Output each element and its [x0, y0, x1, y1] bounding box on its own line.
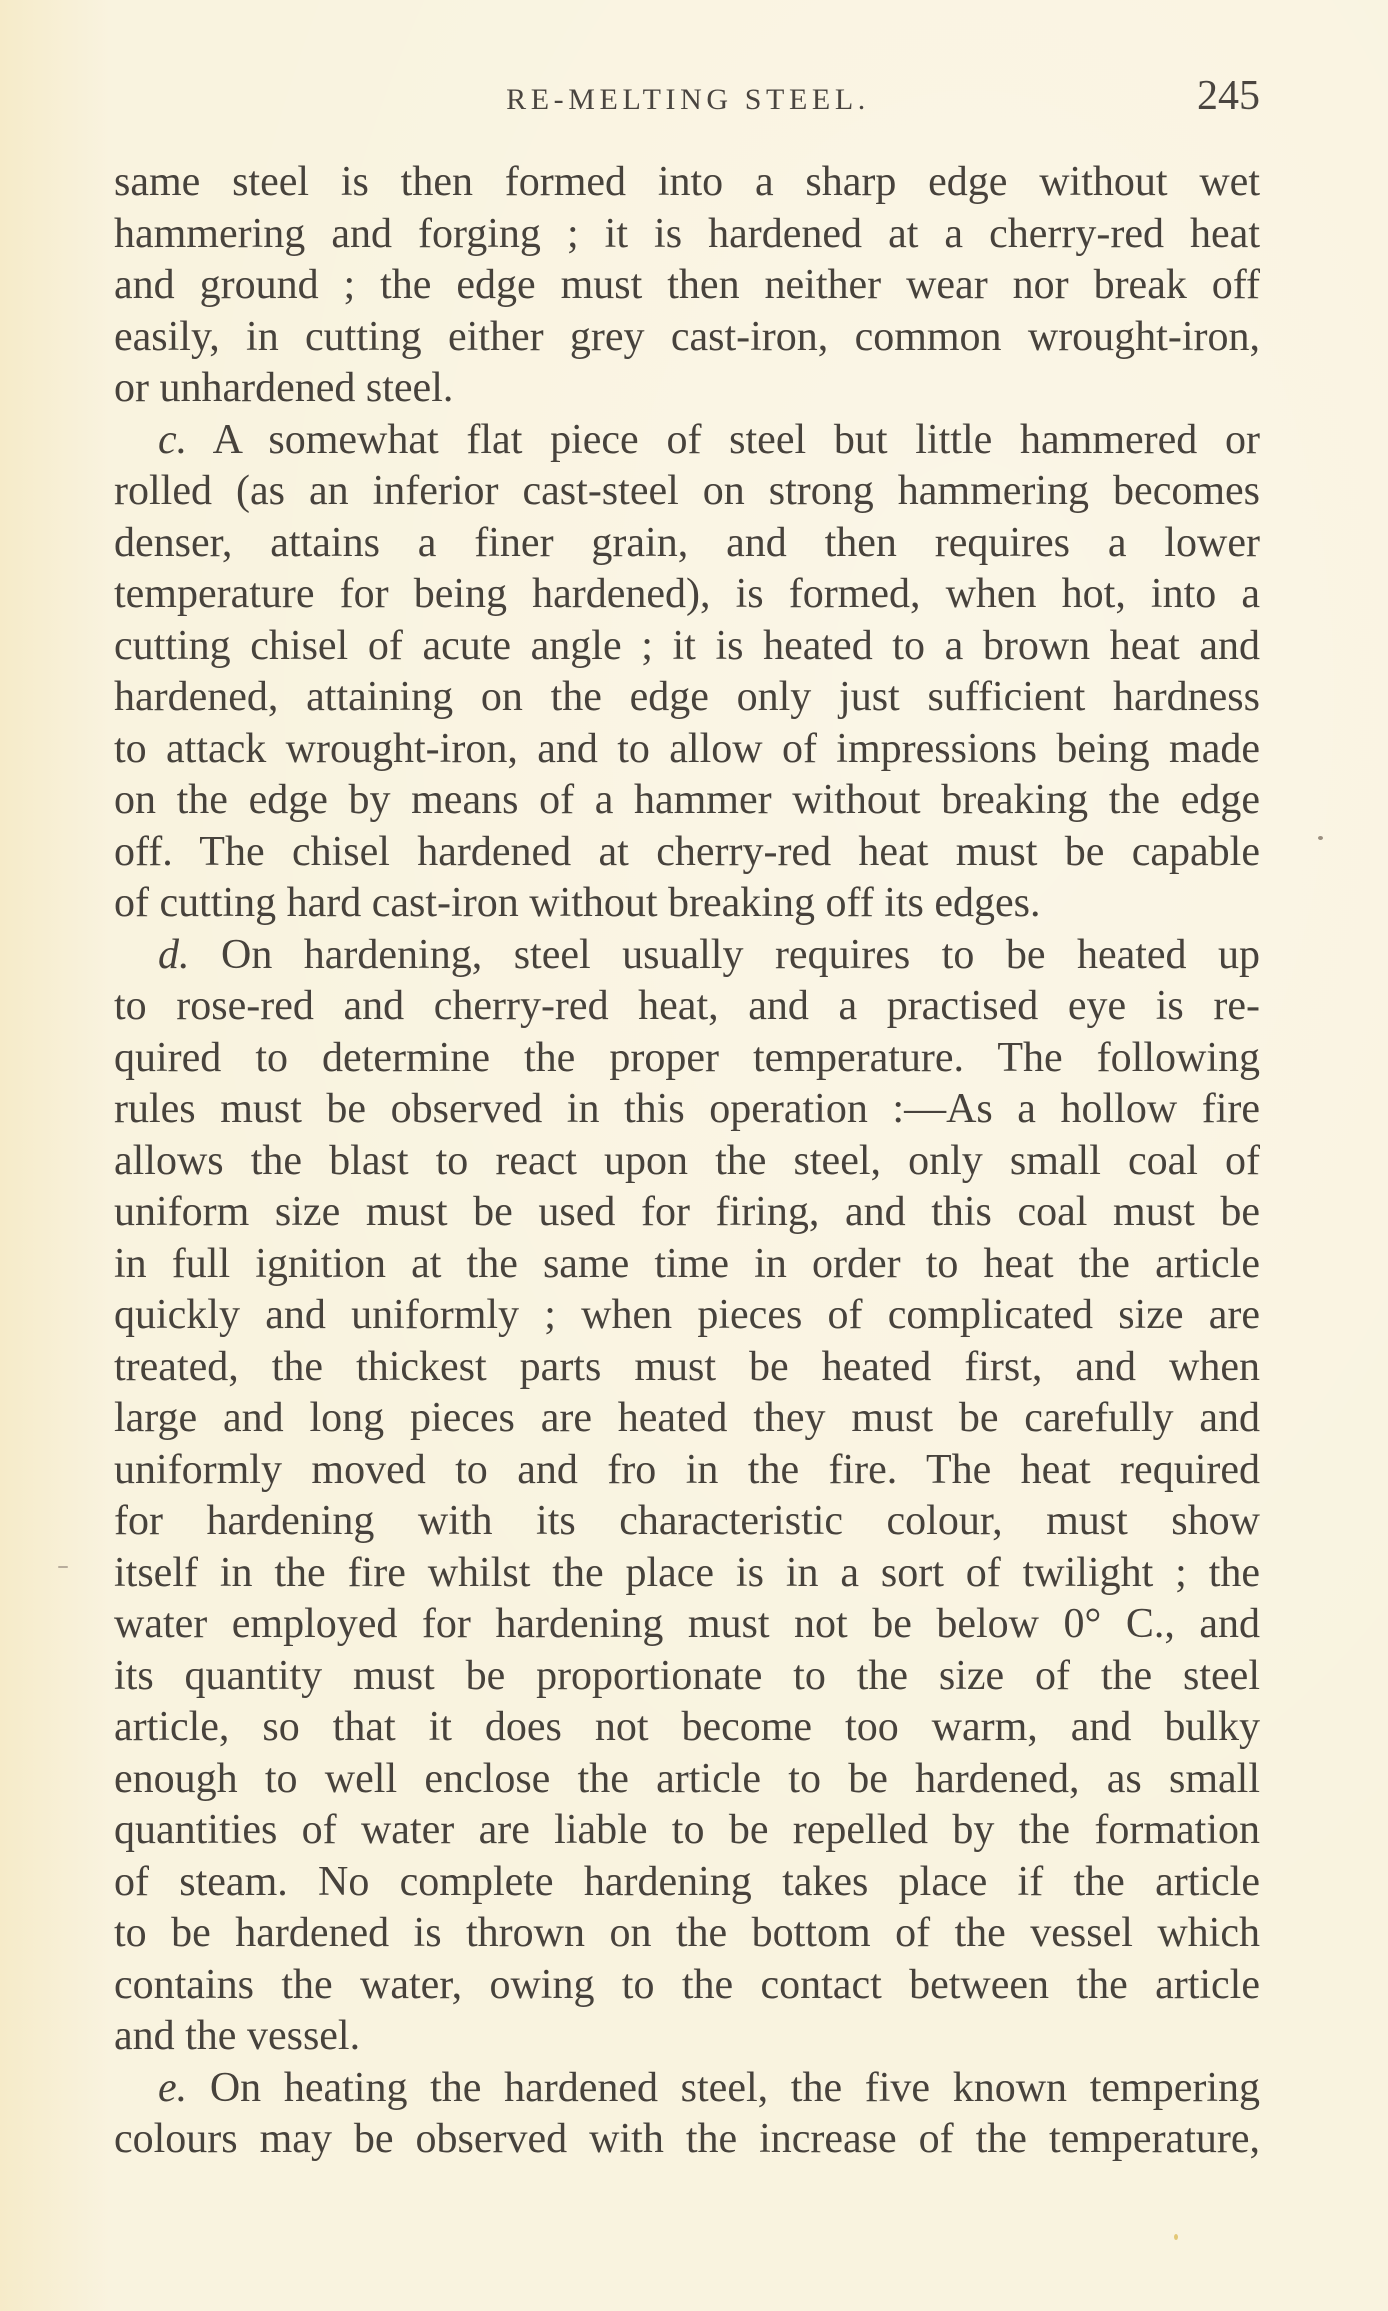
text-line — [114, 1754, 1260, 1806]
text-line — [114, 2011, 1260, 2063]
running-title: RE-MELTING STEEL. — [506, 83, 870, 116]
margin-mark — [58, 1566, 68, 1568]
paragraph-continued — [114, 157, 1260, 415]
text-line — [114, 1805, 1260, 1857]
line-text: for hardening with its characteristic colour, must show — [114, 1498, 1260, 1544]
paragraph-d — [114, 930, 1260, 2063]
line-text: uniformly moved to and fro in the fire. The heat required — [114, 1446, 1260, 1493]
line-text: in full ignition at the same time in order to heat the article — [114, 1240, 1260, 1287]
text-line — [114, 930, 1260, 982]
text-line — [114, 1857, 1260, 1909]
line-text: allows the blast to react upon the steel, only small coal of — [114, 1137, 1260, 1184]
text-line — [114, 672, 1260, 724]
text-line — [114, 415, 1260, 467]
paper-speck — [1174, 2234, 1178, 2240]
line-text: to be hardened is thrown on the bottom of the vessel which — [114, 1910, 1260, 1956]
text-line — [114, 1960, 1260, 2012]
line-text: to attack wrought-iron, and to allow of impressions being made — [114, 725, 1260, 772]
text-line — [114, 1393, 1260, 1445]
line-text: colours may be observed with the increase of the temperature, — [114, 2116, 1260, 2162]
line-text: cutting chisel of acute angle ; it is heated to a brown heat and — [114, 622, 1260, 669]
text-line — [114, 878, 1260, 930]
text-line — [114, 621, 1260, 673]
line-text: temperature for being hardened), is formed, when hot, into a — [114, 571, 1260, 617]
line-text: on the edge by means of a hammer without breaking the edge — [114, 777, 1260, 823]
line-text: itself in the fire whilst the place is in a sort of twilight ; the — [114, 1549, 1260, 1596]
paragraph-label: e. — [158, 2064, 188, 2111]
text-line — [114, 1084, 1260, 1136]
text-line — [114, 1239, 1260, 1291]
running-head — [0, 73, 1388, 122]
line-text: On heating the hardened steel, the five known tempering — [209, 2064, 1261, 2111]
line-text: to rose-red and cherry-red heat, and a practised eye is re- — [114, 983, 1260, 1029]
text-line — [114, 209, 1260, 261]
line-text: off. The chisel hardened at cherry-red heat must be capable — [114, 828, 1260, 875]
line-text: and ground ; the edge must then neither wear nor break off — [114, 262, 1260, 308]
line-text: On hardening, steel usually requires to be heated up — [220, 931, 1261, 978]
line-text: A somewhat flat piece of steel but little hammered or — [212, 416, 1261, 463]
paragraph-c — [114, 415, 1260, 930]
text-line — [114, 724, 1260, 776]
paragraph-label: d. — [158, 931, 190, 978]
text-line — [114, 1651, 1260, 1703]
line-text: same steel is then formed into a sharp edge without wet — [114, 159, 1260, 205]
line-text: hardened, attaining on the edge only just sufficient hardness — [114, 674, 1260, 720]
text-line — [114, 1342, 1260, 1394]
paragraph-e — [114, 2063, 1260, 2166]
text-line — [114, 1290, 1260, 1342]
line-text: water employed for hardening must not be below 0° C., and — [114, 1601, 1260, 1647]
text-line — [114, 1136, 1260, 1188]
line-text: quired to determine the proper temperature. The following — [114, 1034, 1260, 1081]
line-text: large and long pieces are heated they must be carefully and — [114, 1395, 1260, 1441]
text-line — [114, 518, 1260, 570]
line-text: of cutting hard cast-iron without breaking off its edges. — [114, 880, 1041, 926]
line-text: rules must be observed in this operation :—As a hollow fire — [114, 1086, 1260, 1132]
text-line — [114, 312, 1260, 364]
text-line — [114, 981, 1260, 1033]
text-line — [114, 157, 1260, 209]
text-line — [114, 2114, 1260, 2166]
line-text: easily, in cutting either grey cast-iron, common wrought-iron, — [114, 313, 1260, 360]
line-text: or unhardened steel. — [114, 365, 454, 411]
line-text: contains the water, owing to the contact between the article — [114, 1961, 1260, 2008]
text-line — [114, 1908, 1260, 1960]
text-line — [114, 2063, 1260, 2115]
text-line — [114, 1187, 1260, 1239]
line-text: of steam. No complete hardening takes place if the article — [114, 1858, 1260, 1905]
text-line — [114, 1599, 1260, 1651]
line-text: enough to well enclose the article to be hardened, as small — [114, 1755, 1260, 1802]
line-text: treated, the thickest parts must be heated first, and when — [114, 1343, 1260, 1390]
text-line — [114, 260, 1260, 312]
page-number: 245 — [1197, 73, 1260, 119]
margin-mark — [1318, 836, 1323, 840]
line-text: uniform size must be used for firing, and this coal must be — [114, 1189, 1260, 1235]
line-text: denser, attains a finer grain, and then requires a lower — [114, 519, 1260, 566]
text-line — [114, 569, 1260, 621]
line-text: its quantity must be proportionate to the size of the steel — [114, 1652, 1260, 1699]
body-text — [114, 157, 1260, 2166]
text-line — [114, 466, 1260, 518]
text-line — [114, 1445, 1260, 1497]
paragraph-label: c. — [158, 416, 188, 463]
line-text: quantities of water are liable to be repelled by the formation — [114, 1807, 1260, 1853]
text-line — [114, 1496, 1260, 1548]
line-text: rolled (as an inferior cast-steel on strong hammering becomes — [114, 468, 1260, 514]
line-text: quickly and uniformly ; when pieces of complicated size are — [114, 1292, 1260, 1338]
text-line — [114, 775, 1260, 827]
text-line — [114, 1548, 1260, 1600]
line-text: hammering and forging ; it is hardened at a cherry-red heat — [114, 210, 1260, 257]
text-line — [114, 827, 1260, 879]
text-line — [114, 363, 1260, 415]
line-text: and the vessel. — [114, 2013, 361, 2059]
text-line — [114, 1033, 1260, 1085]
line-text: article, so that it does not become too warm, and bulky — [114, 1704, 1260, 1750]
text-line — [114, 1702, 1260, 1754]
